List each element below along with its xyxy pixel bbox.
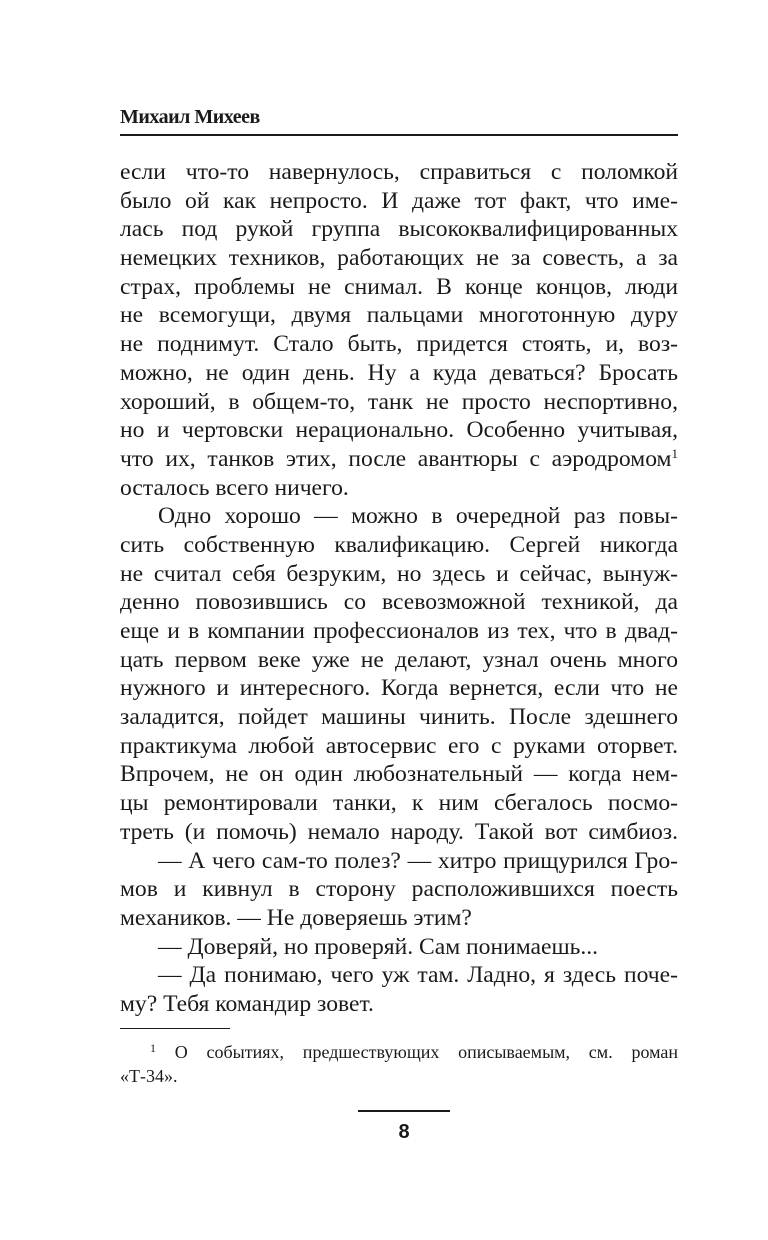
text-line: не считал себя безруким, но здесь и сейчас, вынуж- [120,560,678,587]
text-line: — А чего сам-то полез? — хитро прищурился Гро- [158,847,678,874]
text-line: было ой как непросто. И даже тот факт, что име- [120,187,678,214]
text-line: не всемогущи, двумя пальцами многотонную дуру [120,302,678,329]
text-line: сить собственную квалификацию. Сергей никогда [120,531,678,558]
text-line: цы ремонтировали танки, к ним сбегалось посмо- [120,790,678,817]
page-number: 8 [398,1121,410,1143]
text-line: хороший, в общем-то, танк не просто неспортивно, [120,388,678,415]
text-line: мов и кивнул в сторону расположившихся поесть [120,876,678,903]
page-number-rule [358,1110,450,1112]
text-line: если что-то навернулось, справиться с поломкой [120,159,678,185]
text-line: немецких техников, работающих не за совесть, а за [120,245,678,272]
text-line: — Да понимаю, чего уж там. Ладно, я здесь поче- [158,962,678,989]
footnote-separator [120,1028,230,1029]
text-line-content: что их, танков этих, после авантюры с аэродромом [120,445,672,472]
running-header: Михаил Михеев [120,106,260,128]
main-text [120,158,678,1019]
text-line: еще и в компании профессионалов из тех, что в двад- [120,618,678,644]
text-line: не поднимут. Стало быть, придется стоять, и, воз- [120,331,678,358]
text-line: нужного и интересного. Когда вернется, если что не [120,675,678,702]
text-line: страх, проблемы не снимал. В конце концов, люди [120,273,678,300]
footnote-line: «Т-34». [120,1066,178,1086]
text-line: треть (и помочь) немало народу. Такой вот симбиоз. [120,818,678,845]
text-line: заладится, пойдет машины чинить. После здешнего [120,704,678,731]
footnote-marker: 1 [150,1041,156,1055]
text-line: — Доверяй, но проверяй. Сам понимаешь... [158,933,599,960]
footnote-line [120,1040,678,1064]
text-line: можно, не один день. Ну а куда деваться? Бросать [120,359,678,386]
text-line: лась под рукой группа высококвалифицированных [120,216,678,243]
text-line: цать первом веке уже не делают, узнал очень много [120,646,678,673]
footnote-reference: 1 [671,445,678,461]
text-line: механиков. — Не доверяешь этим? [120,904,472,931]
text-line: му? Тебя командир зовет. [120,990,374,1017]
text-line: практикума любой автосервис его с руками оторвет. [120,732,678,759]
text-line-with-footnote [120,445,678,474]
text-line: Впрочем, не он один любознательный — когда нем- [120,761,678,788]
text-line: осталось всего ничего. [120,474,349,501]
text-line: но и чертовски нерационально. Особенно учитывая, [120,417,678,444]
footnote-text: О событиях, предшествующих описываемым, см. роман [174,1042,678,1062]
text-line: денно повозившись со всевозможной техникой, да [120,589,678,616]
footnote [120,1040,678,1088]
header-rule [120,134,678,136]
text-line: Одно хорошо — можно в очередной раз повы- [158,503,678,530]
